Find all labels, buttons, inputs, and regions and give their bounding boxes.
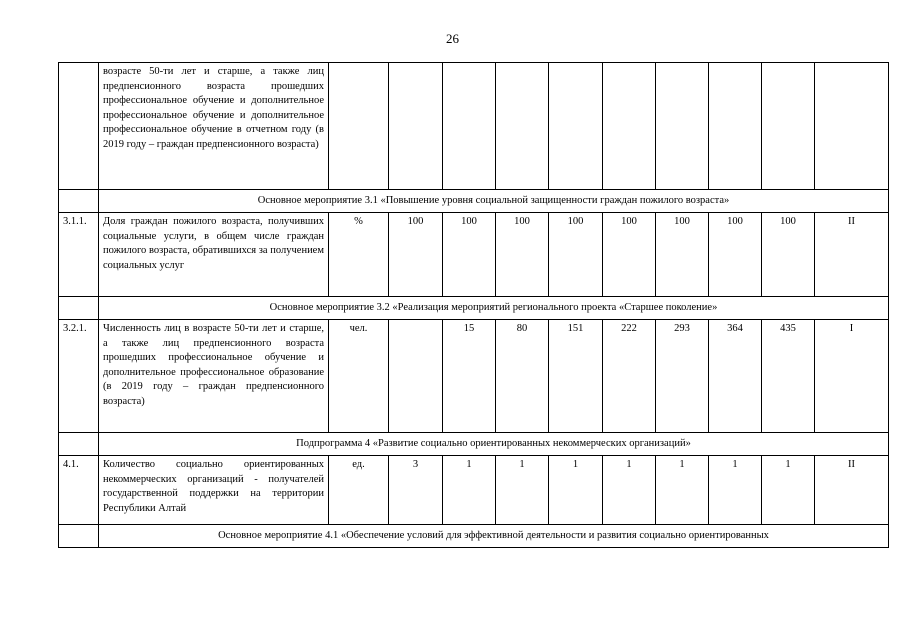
value-cell — [496, 63, 549, 190]
rank-cell: II — [815, 213, 889, 297]
section-header: Основное мероприятие 4.1 «Обеспечение условий для эффективной деятельности и развития социально ориентированных — [99, 525, 889, 548]
value-cell — [656, 63, 709, 190]
row-code: 3.1.1. — [59, 213, 99, 297]
value-cell — [549, 63, 603, 190]
table-row — [59, 456, 889, 525]
rank-cell — [815, 63, 889, 190]
indicator-name: возрасте 50-ти лет и старше, а также лиц предпенсионного возраста прошедших профессиональное обучение и дополнительное профессиональное обучение и дополнительное профессиональное обучение в отчетном году (в 2019 году – граждан предпенсионного возраста) — [99, 63, 329, 190]
header-spacer — [59, 433, 99, 456]
value-cell: 100 — [443, 213, 496, 297]
value-cell: 151 — [549, 320, 603, 433]
value-cell: 15 — [443, 320, 496, 433]
row-code: 3.2.1. — [59, 320, 99, 433]
value-cell: 100 — [709, 213, 762, 297]
section-header: Основное мероприятие 3.1 «Повышение уровня социальной защищенности граждан пожилого возраста» — [99, 190, 889, 213]
value-cell — [389, 320, 443, 433]
value-cell: 100 — [603, 213, 656, 297]
table-row — [59, 63, 889, 190]
value-cell: 100 — [389, 213, 443, 297]
value-cell: 222 — [603, 320, 656, 433]
table-row — [59, 213, 889, 297]
value-cell: 3 — [389, 456, 443, 525]
value-cell — [709, 63, 762, 190]
value-cell: 1 — [496, 456, 549, 525]
value-cell — [389, 63, 443, 190]
section-header: Подпрограмма 4 «Развитие социально ориентированных некоммерческих организаций» — [99, 433, 889, 456]
value-cell: 100 — [496, 213, 549, 297]
rank-cell: I — [815, 320, 889, 433]
row-code — [59, 63, 99, 190]
value-cell: 1 — [656, 456, 709, 525]
value-cell: 100 — [549, 213, 603, 297]
header-spacer — [59, 297, 99, 320]
unit-cell: % — [329, 213, 389, 297]
value-cell: 100 — [762, 213, 815, 297]
value-cell: 1 — [709, 456, 762, 525]
section-header-row — [59, 297, 889, 320]
section-header-row — [59, 525, 889, 548]
value-cell: 364 — [709, 320, 762, 433]
value-cell: 1 — [603, 456, 656, 525]
value-cell: 100 — [656, 213, 709, 297]
page-number: 26 — [446, 31, 459, 46]
indicator-name: Количество социально ориентированных некоммерческих организаций - получателей государственной поддержки на территории Республики Алтай — [99, 456, 329, 525]
indicator-name: Численность лиц в возрасте 50-ти лет и старше, а также лиц предпенсионного возраста прошедших профессиональное обучение и дополнительное профессиональное образование (в 2019 году – граждан предпенсионного возраста) — [99, 320, 329, 433]
table-row — [59, 320, 889, 433]
header-spacer — [59, 190, 99, 213]
section-header-row — [59, 433, 889, 456]
value-cell — [443, 63, 496, 190]
unit-cell: ед. — [329, 456, 389, 525]
unit-cell: чел. — [329, 320, 389, 433]
value-cell — [603, 63, 656, 190]
value-cell: 1 — [549, 456, 603, 525]
value-cell: 80 — [496, 320, 549, 433]
row-code: 4.1. — [59, 456, 99, 525]
value-cell — [762, 63, 815, 190]
value-cell: 1 — [443, 456, 496, 525]
rank-cell: II — [815, 456, 889, 525]
section-header-row — [59, 190, 889, 213]
section-header: Основное мероприятие 3.2 «Реализация мероприятий регионального проекта «Старшее поколение» — [99, 297, 889, 320]
value-cell: 435 — [762, 320, 815, 433]
unit-cell — [329, 63, 389, 190]
indicators-table — [58, 62, 889, 548]
indicator-name: Доля граждан пожилого возраста, получивших социальные услуги, в общем числе граждан пожилого возраста, обратившихся за получением социальных услуг — [99, 213, 329, 297]
value-cell: 293 — [656, 320, 709, 433]
value-cell: 1 — [762, 456, 815, 525]
header-spacer — [59, 525, 99, 548]
